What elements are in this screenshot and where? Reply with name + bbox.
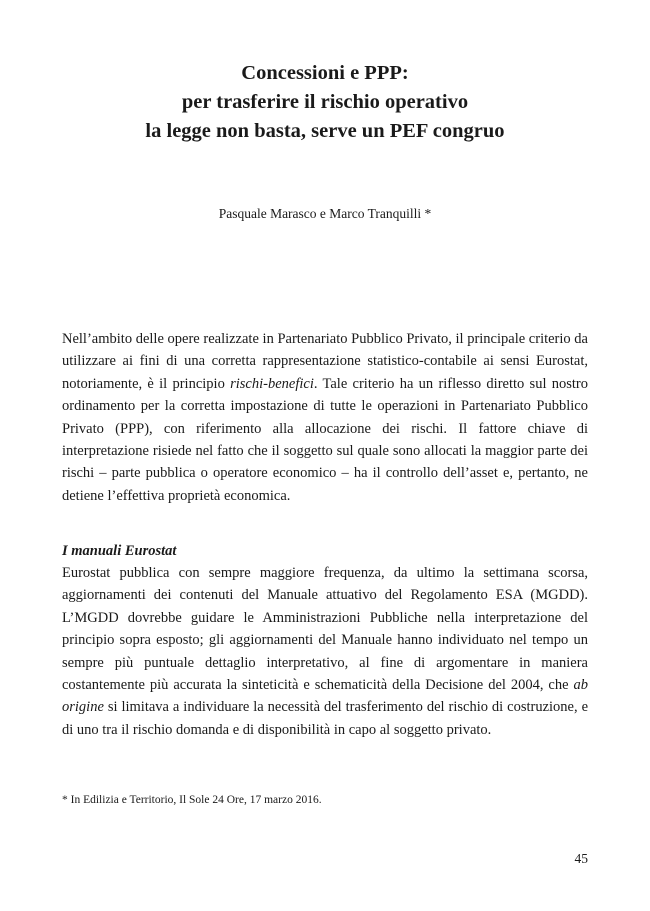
author-line: Pasquale Marasco e Marco Tranquilli * [218,206,432,221]
footnote: * In Edilizia e Territorio, Il Sole 24 Ore, 17 marzo 2016. [62,794,322,806]
paragraph-text: . Tale criterio ha un riflesso diretto sul nostro ordinamento per la corretta impostazione di tutte le operazioni in Partenariato Pubblico Privato (PPP), con riferimento alla allocazione dei rischi. Il fattore chiave di interpretazione risiede nel fatto che il soggetto sul quale sono allocati la maggior parte dei rischi – parte pubblica o operatore economico – ha il controllo dell’asset e, pertanto, ne detiene l’effettiva proprietà economica. [62,375,589,504]
paragraph-text: si limitava a individuare la necessità del trasferimento del rischio di costruzione, e di uno tra il rischio domanda e di disponibilità in capo al soggetto privato. [62,699,588,738]
title-line: Concessioni e PPP: [241,62,409,84]
document-title [0,59,650,146]
paragraph-text: Eurostat pubblica con sempre maggiore frequenza, da ultimo la settimana scorsa, aggiornamenti dei contenuti del Manuale attuativo del Regolamento ESA (MGDD). L’MGDD dovrebbe guidare le Amministrazioni Pubbliche nella interpretazione del principio sopra esposto; gli aggiornamenti del Manuale hanno individuato nel tempo un sempre più puntuale dettaglio interpretativo, al fine di argomentare in maniera costantemente più accurata la sinteticità e schematicità della Decisione del 2004, che [62,565,588,694]
page-number: 45 [574,851,588,866]
emphasis-text: rischi-benefici [230,375,314,392]
section-heading: I manuali Eurostat [62,543,177,559]
paragraph-text: Nell’ambito delle opere realizzate in Partenariato Pubblico Privato, il principale criterio da utilizzare ai fini di una corretta rappresentazione statistico-contabile ai sensi Eurostat, notoriamente, è il principio [62,331,588,392]
emphasis-text: ab origine [62,677,588,716]
title-line: per trasferire il rischio operativo [181,91,469,113]
body-paragraph [62,328,588,507]
body-paragraph [62,562,588,741]
title-line: la legge non basta, serve un PEF congruo [145,120,505,142]
